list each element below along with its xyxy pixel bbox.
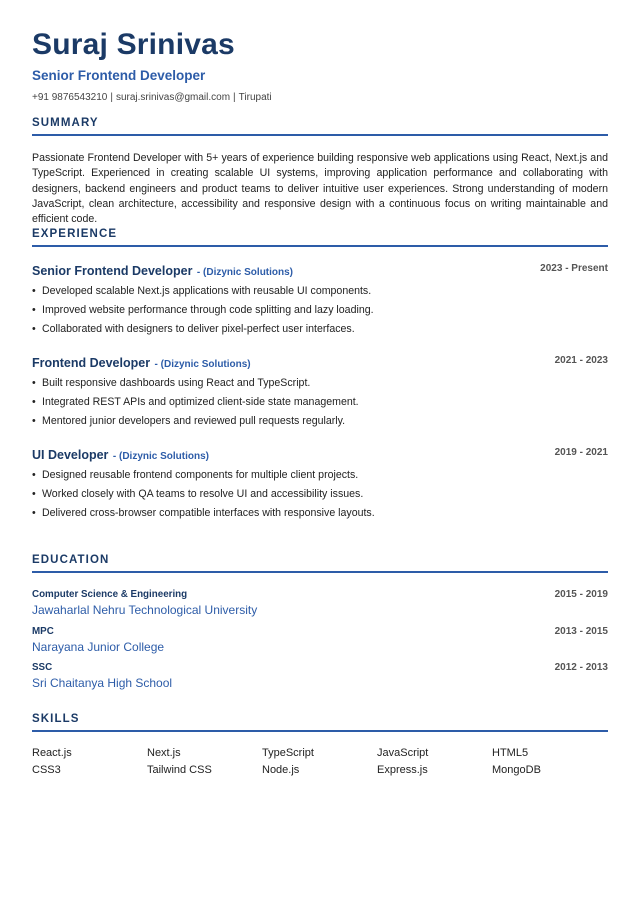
education-entry <box>32 626 608 654</box>
skill-item: Express.js <box>377 764 428 776</box>
bullet-marker: • <box>32 377 36 389</box>
job-bullets <box>32 466 608 523</box>
skill-item: Next.js <box>147 747 181 759</box>
job-entry <box>32 262 608 339</box>
bullet-marker: • <box>32 323 36 335</box>
bullet-text: Worked closely with QA teams to resolve UI and accessibility issues. <box>42 488 364 500</box>
education-degree: SSC <box>32 662 53 673</box>
phone-number: +91 9876543210 <box>32 92 108 103</box>
job-title: Senior Frontend Developer <box>32 264 193 278</box>
skill-item: MongoDB <box>492 764 541 776</box>
bullet-marker: • <box>32 304 36 316</box>
education-school: Narayana Junior College <box>32 640 165 654</box>
bullet-text: Built responsive dashboards using React and TypeScript. <box>42 377 311 389</box>
candidate-name: Suraj Srinivas <box>32 28 235 61</box>
job-bullet <box>32 301 608 320</box>
job-dates: 2023 - Present <box>540 263 608 274</box>
summary-text: Passionate Frontend Developer with 5+ years of experience building responsive web applications using React, Next.js and TypeScript. Experienced in creating scalable UI systems, improving application performance and collaborating with designers, backend engineers and product teams to deliver intuitive user experiences. Strong understanding of modern JavaScript, clean architecture, accessibility and responsive design with a continuous focus on writing maintainable and efficient code. <box>32 152 608 226</box>
contact-separator: | <box>233 92 236 103</box>
job-company: - (Dizynic Solutions) <box>112 451 209 462</box>
bullet-marker: • <box>32 396 36 408</box>
skills-grid <box>32 746 608 778</box>
candidate-role: Senior Frontend Developer <box>32 68 206 83</box>
contact-separator: | <box>110 92 113 103</box>
education-degree: Computer Science & Engineering <box>32 589 188 600</box>
job-bullet <box>32 504 608 523</box>
job-company: - (Dizynic Solutions) <box>196 267 294 278</box>
bullet-marker: • <box>32 285 36 297</box>
education-entry <box>32 662 608 690</box>
education-divider <box>32 571 608 573</box>
skill-item: Tailwind CSS <box>147 764 212 776</box>
job-dates: 2019 - 2021 <box>554 447 608 458</box>
bullet-marker: • <box>32 415 36 427</box>
job-bullet <box>32 466 608 485</box>
education-entry <box>32 589 608 617</box>
contact-line <box>32 92 272 103</box>
skill-item: TypeScript <box>262 747 314 759</box>
bullet-text: Developed scalable Next.js applications with reusable UI components. <box>42 285 372 297</box>
email-address: suraj.srinivas@gmail.com <box>115 92 231 103</box>
skill-item: React.js <box>32 747 72 759</box>
job-entry <box>32 354 608 431</box>
summary-divider <box>32 134 608 136</box>
job-bullet <box>32 320 608 339</box>
experience-divider <box>32 245 608 247</box>
location: Tirupati <box>238 92 272 103</box>
job-bullets <box>32 374 608 431</box>
summary-heading: SUMMARY <box>32 117 99 129</box>
bullet-text: Delivered cross-browser compatible interfaces with responsive layouts. <box>42 507 375 519</box>
job-bullet <box>32 393 608 412</box>
skills-divider <box>32 730 608 732</box>
skills-heading: SKILLS <box>32 713 80 725</box>
experience-heading: EXPERIENCE <box>32 228 118 240</box>
education-degree: MPC <box>32 626 54 637</box>
bullet-marker: • <box>32 469 36 481</box>
job-bullets <box>32 282 608 339</box>
skill-item: JavaScript <box>377 747 429 759</box>
job-bullet <box>32 282 608 301</box>
job-bullet <box>32 485 608 504</box>
job-title: UI Developer <box>32 448 109 462</box>
bullet-text: Designed reusable frontend components for multiple client projects. <box>42 469 359 481</box>
education-dates: 2012 - 2013 <box>554 662 608 673</box>
education-heading: EDUCATION <box>32 554 110 566</box>
job-dates: 2021 - 2023 <box>554 355 608 366</box>
bullet-text: Improved website performance through code splitting and lazy loading. <box>42 304 374 316</box>
education-school: Jawaharlal Nehru Technological University <box>32 603 258 617</box>
bullet-marker: • <box>32 507 36 519</box>
job-title: Frontend Developer <box>32 356 151 370</box>
job-bullet <box>32 412 608 431</box>
bullet-text: Integrated REST APIs and optimized client-side state management. <box>42 396 359 408</box>
education-school: Sri Chaitanya High School <box>32 676 173 690</box>
bullet-marker: • <box>32 488 36 500</box>
job-header <box>32 262 608 280</box>
skill-item: HTML5 <box>492 747 529 759</box>
job-header <box>32 354 608 372</box>
education-dates: 2013 - 2015 <box>554 626 608 637</box>
job-entry <box>32 446 608 523</box>
bullet-text: Mentored junior developers and reviewed pull requests regularly. <box>42 415 346 427</box>
skill-item: CSS3 <box>32 764 61 776</box>
bullet-text: Collaborated with designers to deliver pixel-perfect user interfaces. <box>42 323 355 335</box>
job-header <box>32 446 608 464</box>
job-bullet <box>32 374 608 393</box>
job-company: - (Dizynic Solutions) <box>154 359 251 370</box>
education-dates: 2015 - 2019 <box>554 589 608 600</box>
skill-item: Node.js <box>262 764 300 776</box>
